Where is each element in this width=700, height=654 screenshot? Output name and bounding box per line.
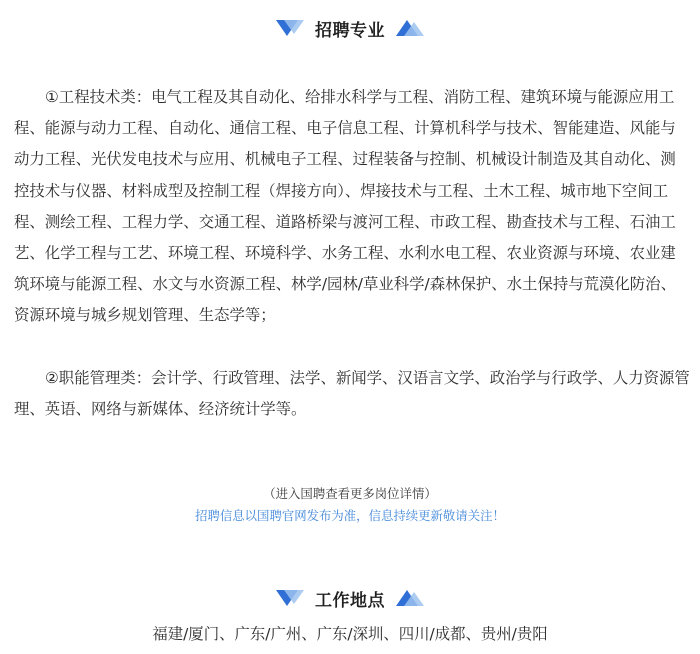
more-positions-note: （进入国聘查看更多岗位详情）: [263, 486, 437, 501]
section-header-recruit: [0, 14, 700, 42]
triangle-up-icon: [395, 18, 425, 38]
work-locations: 福建/厦门、广东/广州、广东/深圳、四川/成都、贵州/贵阳: [152, 625, 548, 643]
section-title: 招聘专业: [315, 20, 385, 41]
update-notice: 招聘信息以国聘官网发布为准，信息持续更新敬请关注！: [195, 508, 505, 523]
section-title: 工作地点: [315, 590, 385, 611]
triangle-down-icon: [275, 18, 305, 38]
engineering-majors-paragraph: ①工程技术类：电气工程及其自动化、给排水科学与工程、消防工程、建筑环境与能源应用工程、能源与动力工程、自动化、通信工程、电子信息工程、计算机科学与技术、智能建造、风能与动力工程、光伏发电技术与应用、机械电子工程、过程装备与控制、机械设计制造及其自动化、测控技术与仪器、材料成型及控制工程（焊接方向）、焊接技术与工程、土木工程、城市地下空间工程、测绘工程、工程力学、交通工程、道路桥梁与渡河工程、市政工程、勘查技术与工程、石油工艺、化学工程与工艺、环境工程、环境科学、水务工程、水利水电工程、农业资源与环境、农业建筑环境与能源工程、水文与水资源工程、林学/园林/草业科学/森林保护、水土保持与荒漠化防治、资源环境与城乡规划管理、生态学等；: [14, 88, 676, 325]
management-majors-paragraph: ②职能管理类：会计学、行政管理、法学、新闻学、汉语言文学、政治学与行政学、人力资源管理、英语、网络与新媒体、经济统计学等。: [14, 368, 690, 418]
triangle-down-icon: [275, 588, 305, 608]
section-header-location: [0, 584, 700, 612]
majors-content: [14, 82, 690, 425]
triangle-up-icon: [395, 588, 425, 608]
